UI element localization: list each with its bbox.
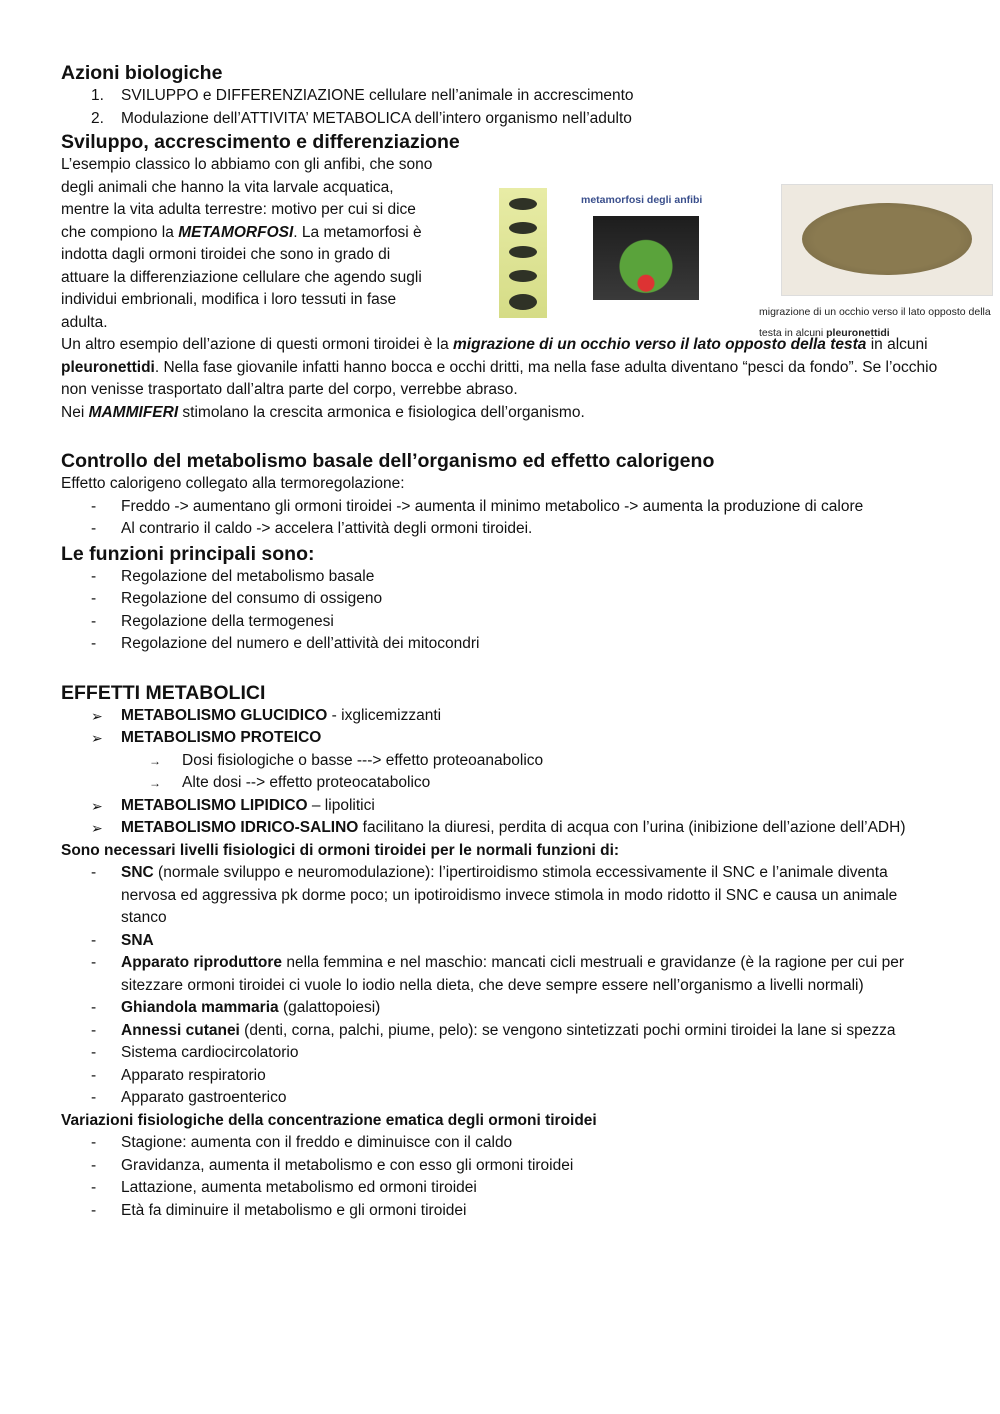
para-text: stimolano la crescita armonica e fisiologica dell’organismo. [178,403,585,421]
list-item-text: (galattopoiesi) [278,999,381,1016]
list-item [61,1065,941,1088]
list-item-text: Al contrario il caldo -> accelera l’attività degli ormoni tiroidei. [121,520,533,537]
calorigeno-lead: Effetto calorigeno collegato alla termoregolazione: [61,475,405,492]
tadpole-shape [509,246,537,258]
heading-funzioni-principali: Le funzioni principali sono: [61,542,315,565]
list-item [61,85,941,108]
dash-marker: - [91,931,97,949]
list-item-text: Apparato gastroenterico [121,1089,287,1106]
intro-text-cont: . La metamorfosi è indotta dagli ormoni tiroidei che sono in grado di attuare la differenziazione cellulare che agendo sugli individui embrionali, modifica i loro tessuti in fase adulta. [61,223,422,331]
heading-controllo-metabolismo: Controllo del metabolismo basale dell’organismo ed effetto calorigeno [61,450,715,472]
list-item [61,1042,941,1065]
list-item-text: - ixglicemizzanti [327,706,442,724]
sublist-item [61,750,941,773]
list-item-text: facilitano la diuresi, perdita di acqua con l’urina (inibizione dell’azione dell’ADH) [358,819,906,836]
tadpole-shape [509,198,537,210]
list-item [61,633,941,656]
variazioni-list [61,1132,941,1222]
list-item [61,1020,941,1043]
funzioni-normali-list [61,862,941,1110]
list-item-text: Regolazione del consumo di ossigeno [121,590,383,607]
dash-marker: - [91,864,97,881]
dash-marker: - [91,520,97,537]
list-item [61,862,941,930]
proteico-sublist [61,750,941,795]
intro-emphasis: METAMORFOSI [178,223,294,241]
dash-marker: - [91,497,97,515]
list-item-bold: SNC [121,864,154,881]
azioni-list [61,85,941,130]
list-item-text: Modulazione dell’ATTIVITA’ METABOLICA dell’intero organismo nell’adulto [121,109,632,127]
sublist-item-text: Alte dosi --> effetto proteocatabolico [182,774,431,791]
effetti-list-cont [61,795,941,840]
list-item [61,795,941,818]
list-item-text: Lattazione, aumenta metabolismo ed ormoni tiroidei [121,1179,477,1196]
dash-marker: - [91,1066,97,1084]
flatfish-body-shape [802,203,972,275]
fish-figure-caption [759,302,999,344]
list-item [61,727,941,750]
dash-marker: - [91,1044,97,1061]
list-item-text: Sistema cardiocircolatorio [121,1044,299,1061]
arrow-bullet-icon: ➢ [91,730,103,746]
dash-marker: - [91,1179,97,1196]
document-page [61,62,991,1222]
dash-marker: - [91,1089,97,1106]
para-text: . Nella fase giovanile infatti hanno bocca e occhi dritti, ma nella fase adulta diventano “pesci da fondo”. Se l’occhio non venisse trasportato dall’altra parte del corpo, verrebbe abraso. [61,358,938,398]
dash-marker: - [91,612,97,630]
list-item-bold: METABOLISMO LIPIDICO [121,796,308,814]
para-text: Nei [61,403,89,421]
effetti-list [61,705,941,750]
list-item-bold: METABOLISMO IDRICO-SALINO [121,819,359,836]
para-text: in alcuni [866,336,928,353]
list-item-text: – lipolitici [307,796,375,814]
froglet-shape [509,270,537,282]
heading-livelli-fisiologici: Sono necessari livelli fisiologici di ormoni tiroidei per le normali funzioni di: [61,841,620,859]
frog-photo-image [593,216,699,300]
dash-marker: - [91,999,97,1016]
heading-azioni-biologiche: Azioni biologiche [61,62,223,84]
list-item-text: Età fa diminuire il metabolismo e gli ormoni tiroidei [121,1201,467,1219]
intro-text: L’esempio classico lo abbiamo con gli anfibi, che sono degli animali che hanno la vita larvale acquatica, mentre la vita adulta terrestre: motivo per cui si dice che compiono la [61,156,433,241]
dash-marker: - [91,1134,97,1151]
list-item-text: (normale sviluppo e neuromodulazione): l’ipertiroidismo stimola eccessivamente il SNC e l’animale diventa nervosa ed aggressiva pk dorme poco; un ipotiroidismo invece stimola in modo ridotto il SNC e causa un animale stanco [121,864,898,926]
list-item [61,588,941,611]
arrow-bullet-icon: ➢ [91,820,103,836]
list-item-text: (denti, corna, palchi, piume, pelo): se vengono sintetizzati pochi ormini tiroidei la lane si spezza [239,1021,896,1039]
list-item [61,705,941,728]
para-emphasis: MAMMIFERI [88,403,179,421]
list-item-bold: Ghiandola mammaria [121,999,279,1016]
list-item [61,1155,941,1178]
para-text: Un altro esempio dell’azione di questi ormoni tiroidei è la [61,336,454,353]
flatfish-image [781,184,993,296]
list-item [61,108,941,131]
dash-marker: - [91,635,97,652]
fish-caption-bold: pleuronettidi [826,327,890,339]
tadpole-shape [509,222,537,234]
list-item-text: Regolazione del metabolismo basale [121,567,375,585]
figures-area [499,186,999,356]
heading-variazioni: Variazioni fisiologiche della concentrazione ematica degli ormoni tiroidei [61,1111,597,1129]
para-bold: pleuronettidi [61,358,155,376]
list-item [61,1177,941,1200]
list-item-text: SVILUPPO e DIFFERENZIAZIONE cellulare nell’animale in accrescimento [121,87,634,104]
arrow-bullet-icon: ➢ [91,797,103,814]
heading-effetti-metabolici: EFFETTI METABOLICI [61,681,266,704]
heading-sviluppo: Sviluppo, accrescimento e differenziazione [61,131,460,153]
list-item [61,1087,941,1110]
list-item [61,1200,941,1223]
list-item-text: Gravidanza, aumenta il metabolismo e con esso gli ormoni tiroidei [121,1156,574,1174]
list-item [61,1132,941,1155]
list-item-text: Regolazione del numero e dell’attività dei mitocondri [121,635,480,652]
list-item [61,930,941,953]
calorigeno-list [61,496,941,541]
funzioni-list [61,566,941,656]
list-item-text: Apparato respiratorio [121,1066,266,1084]
dash-marker: - [91,567,97,585]
list-item [61,496,941,519]
arrow-bullet-icon: ➢ [91,707,103,724]
para-emphasis: migrazione di un occhio verso il lato opposto della testa [453,336,867,353]
list-item [61,817,941,840]
list-item-bold: Apparato riproduttore [121,954,283,971]
list-item [61,952,941,997]
intro-paragraph [61,154,441,334]
metamorphosis-stages-image [499,188,547,318]
sublist-item [61,772,941,795]
list-item [61,566,941,589]
list-item-text: Stagione: aumenta con il freddo e diminuisce con il caldo [121,1134,513,1151]
list-item-text: nella femmina e nel maschio: mancati cicli mestruali e gravidanze (è la ragione per cui per sitezzare ormoni tiroidei ci vuole lo iodio nella dieta, che deve sempre essere nell’organismo a livelli normali) [121,954,905,994]
dash-marker: - [91,954,97,971]
right-arrow-icon: → [149,776,161,790]
list-item-text: Freddo -> aumentano gli ormoni tiroidei -> aumenta il minimo metabolico -> aumenta la produzione di calore [121,497,864,515]
list-item [61,611,941,634]
frog-figure-caption: metamorfosi degli anfibi [581,194,703,206]
mammiferi-paragraph [61,402,941,425]
sublist-item-text: Dosi fisiologiche o basse ---> effetto proteoanabolico [182,751,544,769]
dash-marker: - [91,1156,97,1174]
list-number: 1. [91,87,104,104]
list-item-bold: METABOLISMO PROTEICO [121,729,322,746]
list-item-bold: METABOLISMO GLUCIDICO [121,706,328,724]
list-number: 2. [91,109,104,127]
right-arrow-icon: → [149,753,161,768]
list-item-text: Regolazione della termogenesi [121,612,334,630]
fish-caption-text: migrazione di un occhio verso il lato opposto della testa in alcuni [759,306,991,339]
list-item [61,997,941,1020]
list-item-bold: SNA [121,931,154,949]
frog-shape [509,294,537,310]
list-item [61,518,941,541]
dash-marker: - [91,1201,97,1219]
dash-marker: - [91,590,97,607]
list-item-bold: Annessi cutanei [121,1021,240,1039]
dash-marker: - [91,1021,97,1039]
